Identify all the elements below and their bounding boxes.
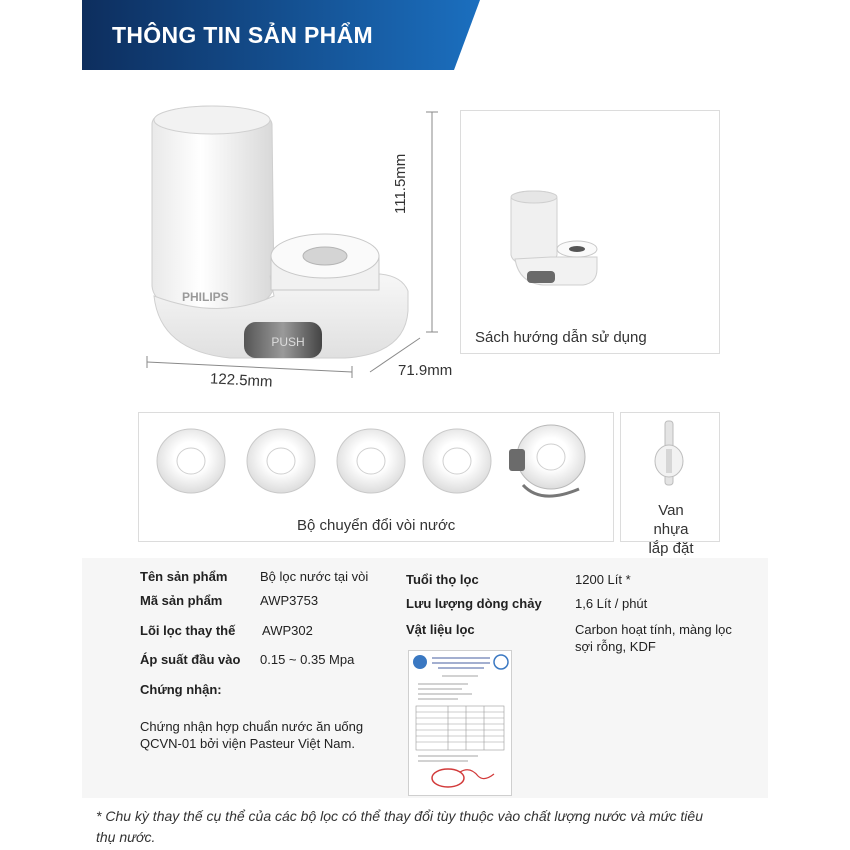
height-dimension: 111.5mm: [392, 153, 409, 214]
spec-material-line-2: sợi rỗng, KDF: [575, 639, 656, 654]
page-title: THÔNG TIN SẢN PHẨM: [112, 22, 373, 48]
push-button-label: PUSH: [271, 335, 305, 349]
manual-panel: [460, 110, 720, 354]
brand-logo-text: PHILIPS: [182, 290, 229, 304]
spec-cert-line-1: Chứng nhận hợp chuẩn nước ăn uống: [140, 719, 364, 734]
adapters-caption: Bộ chuyển đổi vòi nước: [297, 517, 456, 534]
spec-material-line-1: Carbon hoạt tính, màng lọc: [575, 622, 732, 637]
spec-code-value: AWP3753: [260, 593, 319, 608]
adapter-ring-3: [337, 429, 405, 493]
spec-name-value: Bộ lọc nước tại vòi: [260, 569, 369, 584]
valve-icon: [649, 419, 691, 489]
spec-cert-label: Chứng nhận:: [140, 682, 222, 697]
spec-cartridge-label: Lõi lọc thay thế: [140, 623, 236, 638]
spec-life-label: Tuổi thọ lọc: [406, 572, 479, 587]
spec-pressure-value: 0.15 ~ 0.35 Mpa: [260, 652, 355, 667]
valve-panel: [620, 412, 720, 557]
valve-caption: [641, 501, 701, 558]
manual-caption: Sách hướng dẫn sử dụng: [475, 329, 647, 346]
spec-material-label: Vật liệu lọc: [406, 622, 475, 637]
spec-pressure-label: Áp suất đầu vào: [140, 652, 241, 667]
manual-product-thumbnail: [499, 187, 603, 291]
spec-cert-line-2: QCVN-01 bởi viện Pasteur Việt Nam.: [140, 736, 355, 751]
spec-flow-value: 1,6 Lít / phút: [575, 596, 648, 611]
footnote-line-1: * Chu kỳ thay thế cụ thể của các bộ lọc có thể thay đổi tùy thuộc vào chất lượng nước và mức tiêu: [96, 808, 703, 824]
footnote: [96, 806, 766, 848]
spec-life-value: 1200 Lít *: [575, 572, 631, 587]
width-dimension: 122.5mm: [209, 370, 273, 391]
adapter-ring-2: [247, 429, 315, 493]
adapters-panel: [138, 412, 614, 542]
depth-dimension: 71.9mm: [398, 362, 453, 379]
spec-flow-label: Lưu lượng dòng chảy: [406, 596, 542, 611]
footnote-line-2: thụ nước.: [96, 829, 156, 845]
adapter-ring-1: [157, 429, 225, 493]
valve-caption-line-2: lắp đặt: [648, 540, 694, 557]
spec-name-label: Tên sản phẩm: [140, 569, 228, 584]
spec-cartridge-value: AWP302: [262, 623, 313, 638]
adapter-ring-4: [423, 429, 491, 493]
certificate-document-image: [408, 650, 512, 796]
spec-code-label: Mã sản phẩm: [140, 593, 223, 608]
valve-caption-line-1: Van nhựa: [653, 502, 689, 538]
dimension-lines: [0, 0, 850, 420]
adapter-clamp: [509, 425, 585, 496]
